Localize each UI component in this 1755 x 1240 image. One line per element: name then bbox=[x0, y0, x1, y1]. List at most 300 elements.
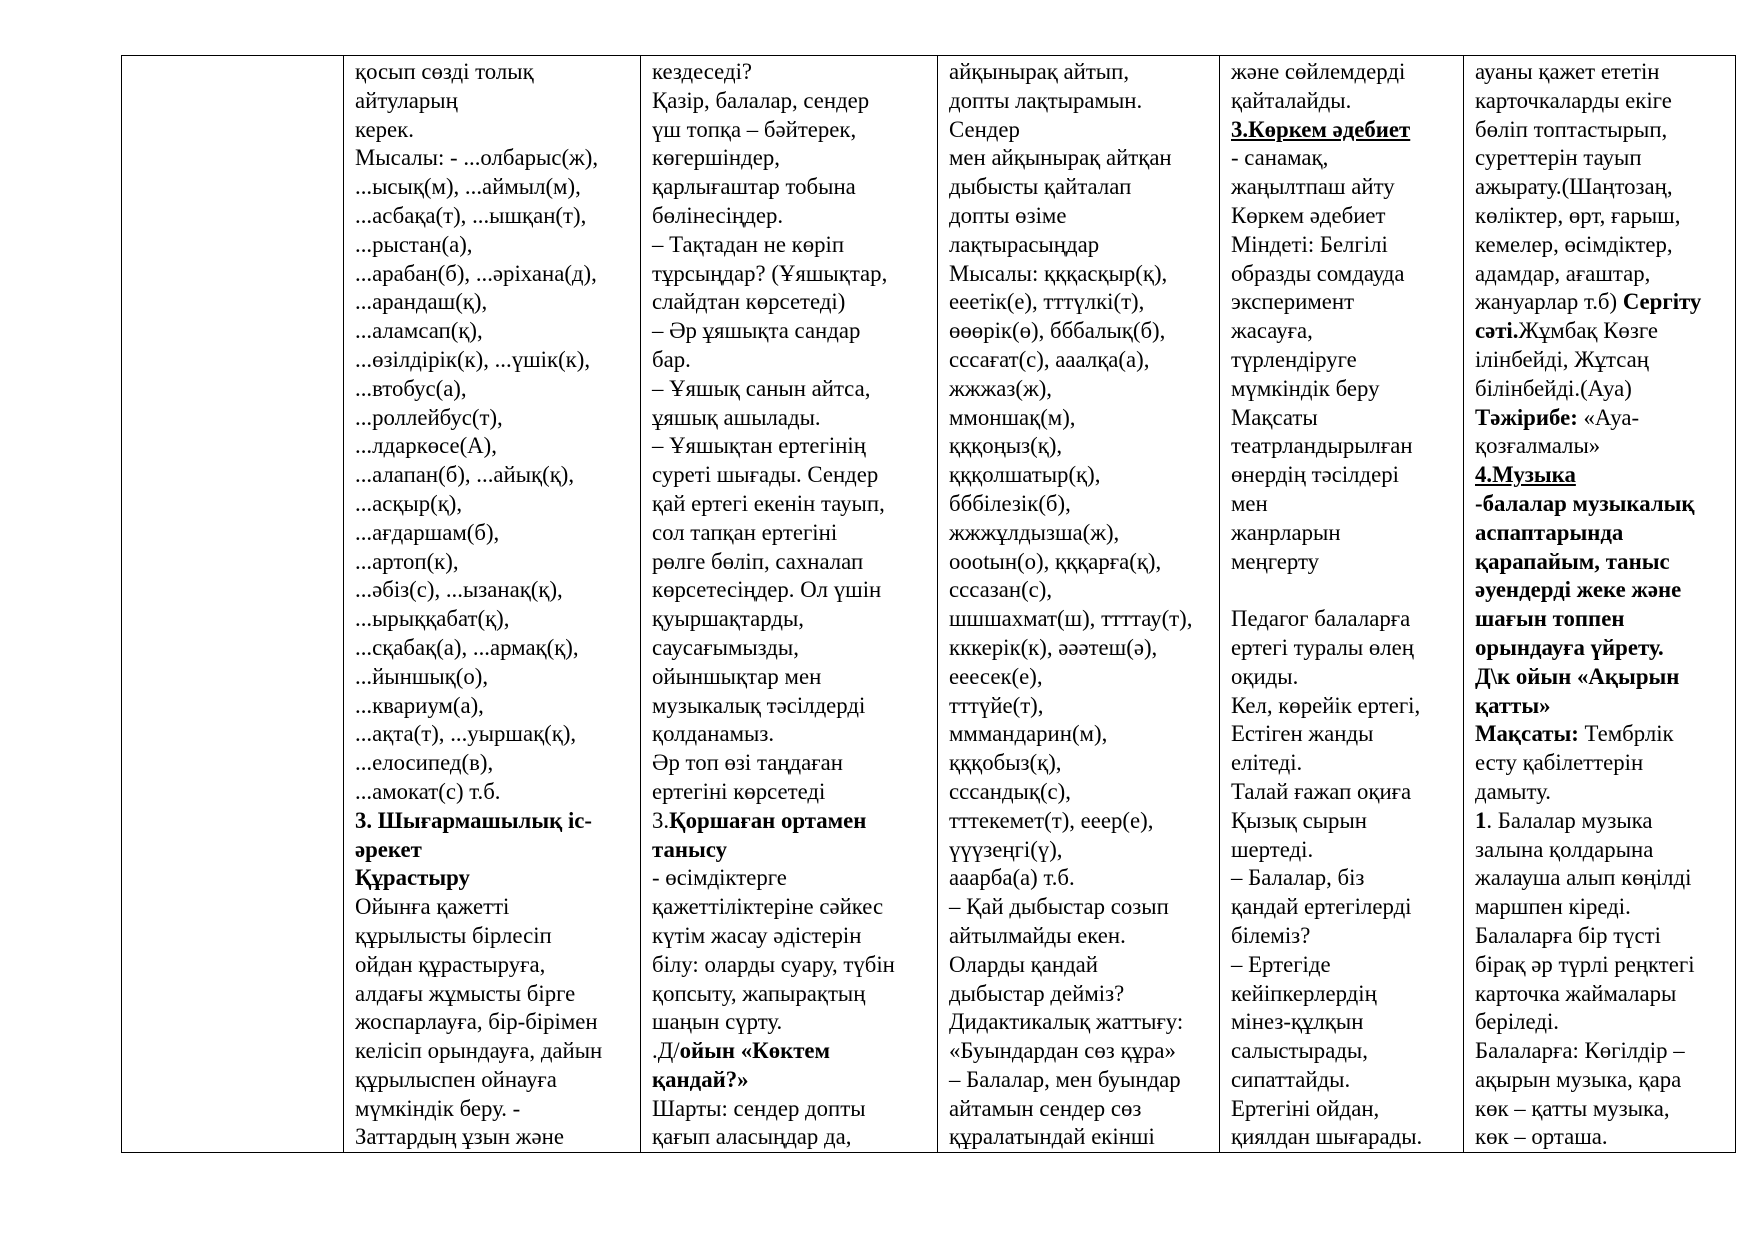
cell-text-line bbox=[1231, 807, 1457, 836]
cell-text-line bbox=[1231, 1066, 1457, 1095]
cell-text-line bbox=[355, 922, 634, 951]
text-run: 1 bbox=[1475, 807, 1487, 833]
text-run: кемелер, өсімдіктер, bbox=[1475, 231, 1673, 257]
cell-text-line bbox=[355, 144, 634, 173]
cell-text-line bbox=[652, 980, 931, 1009]
cell-text-line bbox=[652, 692, 931, 721]
text-run: айқынырақ айтып, bbox=[949, 59, 1130, 84]
cell-text-line bbox=[1475, 116, 1729, 145]
cell-text-line bbox=[949, 1066, 1213, 1095]
text-run: ойын «Көктем bbox=[679, 1038, 831, 1064]
text-run: құралатындай екінші bbox=[949, 1124, 1155, 1150]
text-run: 3.Көркем әдебиет bbox=[1231, 116, 1411, 142]
cell-text-line bbox=[652, 490, 931, 519]
text-run: ...сқабақ(а), ...армақ(қ), bbox=[355, 634, 579, 660]
cell-text-line bbox=[652, 116, 931, 145]
cell-text-line bbox=[355, 1123, 634, 1152]
text-run: тттекемет(т), ееер(е), bbox=[949, 807, 1154, 833]
cell-text-line bbox=[355, 692, 634, 721]
text-run: Сергіту bbox=[1622, 289, 1702, 315]
text-run: қққоңыз(қ), bbox=[949, 433, 1063, 459]
cell-text-line bbox=[1475, 58, 1729, 87]
cell-text-line bbox=[355, 720, 634, 749]
text-run: қққолшатыр(қ), bbox=[949, 462, 1101, 488]
table-cell-col-4 bbox=[938, 56, 1220, 1153]
text-run: – Балалар, біз bbox=[1231, 865, 1365, 891]
text-run: адамдар, ағаштар, bbox=[1475, 260, 1651, 286]
cell-text-line bbox=[1231, 231, 1457, 260]
cell-text-line bbox=[1231, 1008, 1457, 1037]
text-run: ...өзілдірік(к), ...үшік(к), bbox=[355, 346, 591, 372]
text-run: шертеді. bbox=[1231, 836, 1314, 862]
cell-text-line bbox=[949, 1095, 1213, 1124]
cell-text-line bbox=[1231, 202, 1457, 231]
text-run: қатты» bbox=[1475, 692, 1551, 718]
cell-text-line bbox=[355, 58, 634, 87]
text-run: 3. Шығармашылық іс- bbox=[355, 807, 592, 833]
text-run: ...аламсап(қ), bbox=[355, 318, 483, 344]
cell-text-line bbox=[1231, 634, 1457, 663]
cell-text-line bbox=[949, 490, 1213, 519]
cell-text-line bbox=[949, 980, 1213, 1009]
text-run: шағын топпен bbox=[1475, 606, 1625, 632]
text-run: қозғалмалы» bbox=[1475, 433, 1601, 459]
text-run: танысу bbox=[652, 836, 728, 862]
cell-text-line bbox=[1475, 346, 1729, 375]
cell-text-line bbox=[355, 432, 634, 461]
cell-text-line bbox=[949, 404, 1213, 433]
cell-text-line bbox=[949, 836, 1213, 865]
cell-text-line bbox=[1231, 720, 1457, 749]
text-run: Мысалы: - ...олбарыс(ж), bbox=[355, 145, 599, 171]
cell-text-line bbox=[652, 288, 931, 317]
cell-text-line bbox=[355, 634, 634, 663]
text-run: ...йыншық(о), bbox=[355, 663, 489, 689]
text-run: сссандық(с), bbox=[949, 778, 1071, 804]
cell-text-line bbox=[1475, 375, 1729, 404]
cell-text-line bbox=[355, 605, 634, 634]
cell-text-line bbox=[949, 87, 1213, 116]
cell-text-line bbox=[355, 893, 634, 922]
text-run: залына қолдарына bbox=[1475, 836, 1654, 862]
text-run: бірақ әр түрлі реңктегі bbox=[1475, 951, 1695, 977]
cell-text-line bbox=[949, 461, 1213, 490]
text-run: – Ұяшықтан ертегінің bbox=[652, 433, 866, 459]
cell-text-line bbox=[1475, 231, 1729, 260]
text-run: келісіп орындауға, дайын bbox=[355, 1038, 603, 1064]
text-run: қарапайым, таныс bbox=[1475, 548, 1670, 574]
cell-text-line bbox=[949, 288, 1213, 317]
cell-text-line bbox=[652, 1008, 931, 1037]
cell-text-line bbox=[1231, 663, 1457, 692]
cell-text-line bbox=[949, 346, 1213, 375]
cell-text-line bbox=[355, 461, 634, 490]
cell-text-line bbox=[1475, 807, 1729, 836]
cell-text-line bbox=[1475, 1008, 1729, 1037]
cell-text-line bbox=[1231, 576, 1457, 605]
cell-text-line bbox=[1231, 605, 1457, 634]
cell-text-line bbox=[355, 202, 634, 231]
text-run: жжжаз(ж), bbox=[949, 375, 1053, 401]
cell-text-line bbox=[1231, 116, 1457, 145]
cell-text-line bbox=[1475, 951, 1729, 980]
cell-text-line bbox=[949, 548, 1213, 577]
text-run: ееесек(е), bbox=[949, 663, 1043, 689]
text-run: және сөйлемдерді bbox=[1231, 59, 1406, 84]
text-run: образды сомдауда bbox=[1231, 260, 1405, 286]
cell-text-line bbox=[1475, 1095, 1729, 1124]
cell-text-line bbox=[1231, 404, 1457, 433]
cell-text-line bbox=[652, 1037, 931, 1066]
cell-text-line bbox=[1475, 87, 1729, 116]
cell-text-line bbox=[355, 1066, 634, 1095]
text-run: – Қай дыбыстар созып bbox=[949, 894, 1169, 920]
text-run: Тембрлік bbox=[1584, 721, 1674, 747]
text-run: жжжұлдызша(ж), bbox=[949, 519, 1120, 545]
cell-text-line bbox=[355, 778, 634, 807]
cell-text-line bbox=[1475, 1123, 1729, 1152]
text-run: Мақсаты: bbox=[1475, 721, 1585, 747]
cell-text-line bbox=[1475, 519, 1729, 548]
cell-text-line bbox=[949, 720, 1213, 749]
cell-text-line bbox=[1475, 749, 1729, 778]
cell-text-line bbox=[1475, 692, 1729, 721]
text-run: ...асбақа(т), ...ышқан(т), bbox=[355, 202, 587, 228]
cell-text-line bbox=[355, 260, 634, 289]
text-run: ...арандаш(қ), bbox=[355, 289, 488, 315]
cell-text-line bbox=[355, 576, 634, 605]
text-run: кездеседі? bbox=[652, 59, 753, 84]
cell-text-line bbox=[652, 576, 931, 605]
cell-text-line bbox=[949, 864, 1213, 893]
text-run: саусағымызды, bbox=[652, 634, 799, 660]
text-run: ажырату.(Шаңтозаң, bbox=[1475, 174, 1673, 200]
cell-text-line bbox=[949, 807, 1213, 836]
cell-text-line bbox=[949, 432, 1213, 461]
cell-text-line bbox=[1231, 519, 1457, 548]
text-run: меңгерту bbox=[1231, 548, 1320, 574]
cell-text-line bbox=[1475, 663, 1729, 692]
cell-text-line bbox=[1475, 202, 1729, 231]
text-run: дыбыстар дейміз? bbox=[949, 980, 1125, 1006]
text-run: айтуларың bbox=[355, 87, 458, 113]
text-run: жаңылтпаш айту bbox=[1231, 174, 1395, 200]
cell-text-line bbox=[652, 1123, 931, 1152]
text-run: «Буындардан сөз құра» bbox=[949, 1038, 1176, 1064]
cell-text-line bbox=[652, 893, 931, 922]
text-run: ...елосипед(в), bbox=[355, 750, 494, 776]
cell-text-line bbox=[949, 173, 1213, 202]
text-run: қуыршақтарды, bbox=[652, 606, 805, 632]
text-run: жануарлар т.б) bbox=[1475, 289, 1623, 315]
text-run: көгершіндер, bbox=[652, 145, 780, 171]
cell-text-line bbox=[949, 116, 1213, 145]
text-run: түрлендіруге bbox=[1231, 346, 1357, 372]
text-run: жанрларын bbox=[1231, 519, 1341, 545]
text-run: құрылысты бірлесіп bbox=[355, 922, 552, 948]
cell-text-line bbox=[355, 548, 634, 577]
text-run: ...ағдаршам(б), bbox=[355, 519, 500, 545]
text-run: сссағат(с), ааалқа(а), bbox=[949, 346, 1150, 372]
text-run: рөлге бөліп, сахналап bbox=[652, 548, 864, 574]
cell-text-line bbox=[652, 519, 931, 548]
cell-text-line bbox=[1475, 461, 1729, 490]
cell-text-line bbox=[1231, 951, 1457, 980]
cell-text-line bbox=[355, 288, 634, 317]
cell-text-line bbox=[949, 375, 1213, 404]
cell-text-line bbox=[949, 317, 1213, 346]
cell-text-line bbox=[1475, 548, 1729, 577]
text-run: ұяшық ашылады. bbox=[652, 404, 821, 430]
text-run: қолданамыз. bbox=[652, 721, 775, 747]
cell-text-line bbox=[1475, 864, 1729, 893]
cell-text-line bbox=[355, 346, 634, 375]
text-run: «Ауа- bbox=[1583, 404, 1640, 430]
text-run: күтім жасау әдістерін bbox=[652, 922, 862, 948]
text-run: Қызық сырын bbox=[1231, 807, 1367, 833]
text-run: мен айқынырақ айтқан bbox=[949, 145, 1172, 171]
text-run: білеміз? bbox=[1231, 922, 1311, 948]
cell-text-line bbox=[652, 1066, 931, 1095]
text-run: Д\к ойын «Ақырын bbox=[1475, 663, 1680, 689]
cell-text-line bbox=[1475, 778, 1729, 807]
text-run: суреті шығады. Сендер bbox=[652, 462, 879, 488]
text-run: ееетік(е), тттүлкі(т), bbox=[949, 289, 1145, 315]
text-run: ...квариум(а), bbox=[355, 692, 484, 718]
text-run: қайталайды. bbox=[1231, 87, 1352, 113]
cell-text-line bbox=[1475, 836, 1729, 865]
cell-text-line bbox=[1475, 1066, 1729, 1095]
text-run: – Балалар, мен буындар bbox=[949, 1066, 1181, 1092]
text-run: Оларды қандай bbox=[949, 951, 1098, 977]
cell-text-line bbox=[1231, 980, 1457, 1009]
table-cell-col-2 bbox=[344, 56, 641, 1153]
text-run: ...әбіз(с), ...ызанақ(қ), bbox=[355, 577, 563, 603]
cell-text-line bbox=[1475, 317, 1729, 346]
text-run: кейіпкерлердің bbox=[1231, 980, 1377, 1006]
cell-text-line bbox=[949, 144, 1213, 173]
cell-text-line bbox=[949, 922, 1213, 951]
table-cell-col-3 bbox=[641, 56, 938, 1153]
cell-text-line bbox=[1231, 346, 1457, 375]
text-run: -балалар музыкалық bbox=[1475, 490, 1695, 516]
text-run: қосып сөзді толық bbox=[355, 59, 534, 84]
text-run: Балаларға бір түсті bbox=[1475, 922, 1661, 948]
cell-text-line bbox=[652, 260, 931, 289]
text-run: жоспарлауға, бір-бірімен bbox=[355, 1009, 598, 1035]
text-run: білінбейді.(Ауа) bbox=[1475, 375, 1632, 401]
text-run: Кел, көрейік ертегі, bbox=[1231, 692, 1421, 718]
text-run: . Балалар музыка bbox=[1486, 807, 1653, 833]
cell-text-line bbox=[652, 202, 931, 231]
text-run: сипаттайды. bbox=[1231, 1066, 1351, 1092]
cell-text-line bbox=[1231, 87, 1457, 116]
cell-text-line bbox=[652, 375, 931, 404]
cell-text-line bbox=[949, 692, 1213, 721]
text-run: дыбысты қайталап bbox=[949, 174, 1132, 200]
text-run: құрылыспен ойнауға bbox=[355, 1066, 557, 1092]
table-cell-col-1 bbox=[122, 56, 344, 1153]
cell-text-line bbox=[355, 864, 634, 893]
text-run: қиялдан шығарады. bbox=[1231, 1124, 1423, 1150]
cell-text-line bbox=[949, 1037, 1213, 1066]
text-run: бөлінесіңдер. bbox=[652, 202, 784, 228]
text-run: бббілезік(б), bbox=[949, 490, 1071, 516]
text-run: ...ысық(м), ...аймыл(м), bbox=[355, 174, 581, 200]
cell-text-line bbox=[355, 87, 634, 116]
text-run: ойдан құрастыруға, bbox=[355, 951, 546, 977]
text-run: Тәжірибе: bbox=[1475, 404, 1584, 430]
cell-text-line bbox=[355, 951, 634, 980]
text-run: карточкаларды екіге bbox=[1475, 87, 1672, 113]
text-run: 3. bbox=[652, 807, 670, 833]
cell-text-line bbox=[949, 749, 1213, 778]
text-run: ...лдаркөсе(А), bbox=[355, 433, 497, 459]
cell-text-line bbox=[1475, 634, 1729, 663]
text-run: Әр топ өзі таңдаған bbox=[652, 750, 843, 776]
cell-text-line bbox=[652, 548, 931, 577]
cell-text-line bbox=[1231, 288, 1457, 317]
text-run: жасауға, bbox=[1231, 318, 1313, 344]
cell-text-line bbox=[949, 260, 1213, 289]
cell-text-line bbox=[652, 836, 931, 865]
cell-text-line bbox=[1231, 692, 1457, 721]
cell-text-line bbox=[652, 951, 931, 980]
cell-text-line bbox=[1475, 720, 1729, 749]
cell-text-line bbox=[1231, 490, 1457, 519]
cell-text-line bbox=[355, 1095, 634, 1124]
text-run: әуендерді жеке және bbox=[1475, 577, 1682, 603]
cell-text-line bbox=[652, 749, 931, 778]
text-run: ...амокат(с) т.б. bbox=[355, 778, 501, 804]
text-run: кккерік(к), әәәтеш(ә), bbox=[949, 634, 1158, 660]
text-run: бар. bbox=[652, 346, 691, 372]
text-run: Жұмбақ Көзге bbox=[1518, 318, 1658, 344]
cell-text-line bbox=[1231, 260, 1457, 289]
text-run: аспаптарында bbox=[1475, 519, 1624, 545]
text-run: Талай ғажап оқиға bbox=[1231, 778, 1412, 804]
cell-text-line bbox=[652, 864, 931, 893]
text-run: .Д/ bbox=[652, 1038, 680, 1064]
text-run: - өсімдіктерге bbox=[652, 865, 787, 891]
cell-text-line bbox=[1475, 404, 1729, 433]
cell-text-line bbox=[949, 605, 1213, 634]
cell-text-line bbox=[652, 634, 931, 663]
text-run: – Ертегіде bbox=[1231, 951, 1331, 977]
text-run: мен bbox=[1231, 490, 1268, 516]
cell-text-line bbox=[949, 1008, 1213, 1037]
text-run: қопсыту, жапырақтың bbox=[652, 980, 866, 1006]
text-run: Дидактикалық жаттығу: bbox=[949, 1009, 1184, 1035]
cell-text-line bbox=[355, 116, 634, 145]
text-run: Сендер bbox=[949, 116, 1020, 142]
text-run: қққобыз(қ), bbox=[949, 750, 1062, 776]
text-run: суреттерін тауып bbox=[1475, 145, 1642, 171]
cell-text-line bbox=[949, 1123, 1213, 1152]
cell-text-line bbox=[652, 173, 931, 202]
text-run: эксперимент bbox=[1231, 289, 1355, 315]
cell-text-line bbox=[355, 404, 634, 433]
text-run: Ойынға қажетті bbox=[355, 894, 510, 920]
text-run: айтамын сендер сөз bbox=[949, 1095, 1142, 1121]
text-run: қандай ертегілерді bbox=[1231, 894, 1412, 920]
table-row bbox=[122, 56, 1736, 1153]
cell-text-line bbox=[1475, 173, 1729, 202]
cell-text-line bbox=[949, 634, 1213, 663]
cell-text-line bbox=[355, 749, 634, 778]
cell-text-line bbox=[1231, 1037, 1457, 1066]
text-run: қарлығаштар тобына bbox=[652, 174, 856, 200]
text-run: Естіген жанды bbox=[1231, 721, 1374, 747]
text-run: мүмкіндік беру bbox=[1231, 375, 1380, 401]
text-run: салыстырады, bbox=[1231, 1038, 1368, 1064]
text-run: өөөрік(ө), бббалық(б), bbox=[949, 318, 1166, 344]
text-run: ...алапан(б), ...айық(қ), bbox=[355, 462, 575, 488]
cell-text-line bbox=[1231, 836, 1457, 865]
text-run: ертегі туралы өлең bbox=[1231, 634, 1414, 660]
text-run: 4.Музыка bbox=[1475, 462, 1576, 488]
cell-text-line bbox=[949, 576, 1213, 605]
cell-text-line bbox=[652, 144, 931, 173]
text-run: ақырын музыка, қара bbox=[1475, 1066, 1682, 1092]
cell-text-line bbox=[1475, 922, 1729, 951]
text-run: Балаларға: Көгілдір – bbox=[1475, 1038, 1685, 1064]
text-run: қағып аласыңдар да, bbox=[652, 1124, 852, 1150]
text-run: Мақсаты bbox=[1231, 404, 1318, 430]
cell-text-line bbox=[355, 231, 634, 260]
cell-text-line bbox=[1231, 778, 1457, 807]
text-run: Педагог балаларға bbox=[1231, 606, 1411, 632]
text-run: шаңын сүрту. bbox=[652, 1009, 783, 1035]
text-run: Заттардың ұзын және bbox=[355, 1124, 564, 1150]
cell-text-line bbox=[1231, 58, 1457, 87]
text-run: көк – қатты музыка, bbox=[1475, 1095, 1670, 1121]
cell-text-line bbox=[949, 519, 1213, 548]
cell-text-line bbox=[355, 663, 634, 692]
text-run: – Әр ұяшықта сандар bbox=[652, 318, 861, 344]
text-run: ілінбейді, Жұтсаң bbox=[1475, 346, 1649, 372]
text-run: үүүзеңгі(ү), bbox=[949, 836, 1063, 862]
cell-text-line bbox=[652, 231, 931, 260]
cell-text-line bbox=[652, 58, 931, 87]
text-run: Құрастыру bbox=[355, 865, 470, 891]
text-run: ...ақта(т), ...уыршақ(қ), bbox=[355, 721, 577, 747]
text-run: әрекет bbox=[355, 836, 422, 862]
cell-text-line bbox=[1475, 288, 1729, 317]
text-run: есту қабілеттерін bbox=[1475, 750, 1644, 776]
text-run: мүмкіндік беру. - bbox=[355, 1095, 521, 1121]
text-run: жалауша алып көңілді bbox=[1475, 865, 1692, 891]
cell-text-line bbox=[1231, 375, 1457, 404]
text-run: қай ертегі екенін тауып, bbox=[652, 490, 885, 516]
text-run: карточка жаймалары bbox=[1475, 980, 1677, 1006]
cell-text-line bbox=[1231, 173, 1457, 202]
text-run: сәті. bbox=[1475, 318, 1519, 344]
text-run: орындауға үйрету. bbox=[1475, 634, 1664, 660]
text-run: елітеді. bbox=[1231, 750, 1303, 776]
cell-text-line bbox=[1231, 893, 1457, 922]
text-run: дамыту. bbox=[1475, 778, 1551, 804]
text-run: Мысалы: қққасқыр(қ), bbox=[949, 260, 1168, 286]
text-run: беріледі. bbox=[1475, 1009, 1559, 1035]
cell-text-line bbox=[1231, 864, 1457, 893]
text-run: ойыншықтар мен bbox=[652, 663, 822, 689]
text-run: көрсетесіңдер. Ол үшін bbox=[652, 577, 882, 603]
cell-text-line bbox=[1231, 749, 1457, 778]
text-run: сол тапқан ертегіні bbox=[652, 519, 838, 545]
text-run: ...рыстан(а), bbox=[355, 231, 473, 257]
text-run: лақтырасыңдар bbox=[949, 231, 1100, 257]
